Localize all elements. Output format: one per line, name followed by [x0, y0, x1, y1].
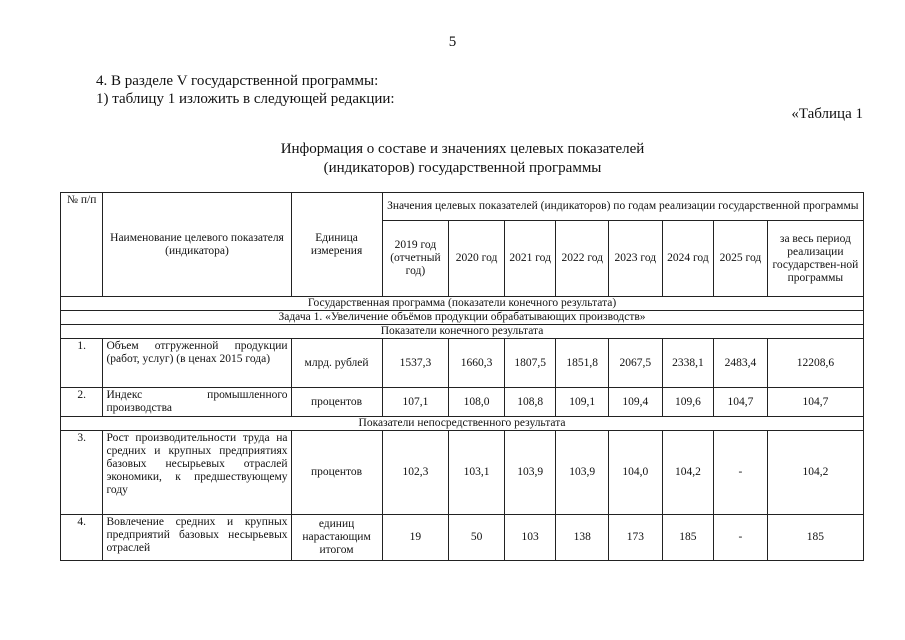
- row-value-2: 108,8: [504, 388, 556, 417]
- row-value-3: 138: [556, 515, 609, 561]
- table-row: [61, 515, 864, 561]
- header-year-5: 2024 год: [662, 221, 714, 297]
- row-value-6: -: [714, 515, 768, 561]
- header-year-6: 2025 год: [714, 221, 768, 297]
- table-row: [61, 388, 864, 417]
- section-row-final: [61, 325, 864, 339]
- row-value-7: 185: [767, 515, 863, 561]
- row-name: Индекс промышленного производства: [103, 388, 291, 417]
- header-unit: Единица измерения: [291, 193, 382, 297]
- row-value-3: 103,9: [556, 431, 609, 515]
- header-year-1: 2020 год: [449, 221, 505, 297]
- row-value-0: 107,1: [382, 388, 449, 417]
- row-value-0: 19: [382, 515, 449, 561]
- table-row: [61, 339, 864, 388]
- row-value-4: 104,0: [609, 431, 663, 515]
- header-name: Наименование целевого показателя (индикатора): [103, 193, 291, 297]
- table-row: [61, 431, 864, 515]
- row-num: 1.: [61, 339, 103, 388]
- row-num: 4.: [61, 515, 103, 561]
- row-value-5: 185: [662, 515, 714, 561]
- row-value-1: 108,0: [449, 388, 505, 417]
- header-num: № п/п: [61, 193, 103, 297]
- indicators-table: [60, 192, 864, 561]
- section-row-direct: [61, 417, 864, 431]
- header-year-4: 2023 год: [609, 221, 663, 297]
- row-value-6: 104,7: [714, 388, 768, 417]
- section-row-task1: [61, 311, 864, 325]
- header-year-3: 2022 год: [556, 221, 609, 297]
- row-unit: единиц нарастающим итогом: [291, 515, 382, 561]
- row-value-5: 2338,1: [662, 339, 714, 388]
- section-label: Показатели конечного результата: [61, 325, 864, 339]
- row-value-1: 103,1: [449, 431, 505, 515]
- row-unit: процентов: [291, 431, 382, 515]
- row-value-1: 50: [449, 515, 505, 561]
- intro-line-1: 4. В разделе V государственной программы:: [96, 73, 379, 89]
- row-value-7: 104,2: [767, 431, 863, 515]
- header-year-7: за весь период реализации государствен-ной программы: [767, 221, 863, 297]
- section-label: Государственная программа (показатели конечного результата): [61, 297, 864, 311]
- row-name: Вовлечение средних и крупных предприятий базовых несырьевых отраслей: [103, 515, 291, 561]
- row-value-2: 1807,5: [504, 339, 556, 388]
- header-row-1: [61, 193, 864, 221]
- row-value-5: 104,2: [662, 431, 714, 515]
- row-name: Рост производительности труда на средних и крупных предприятиях базовых несырьевых отраслей экономики, к предшествующему году: [103, 431, 291, 515]
- row-unit: процентов: [291, 388, 382, 417]
- table-caption: «Таблица 1: [791, 106, 863, 122]
- row-unit: млрд. рублей: [291, 339, 382, 388]
- row-value-0: 102,3: [382, 431, 449, 515]
- row-value-5: 109,6: [662, 388, 714, 417]
- row-name: Объем отгруженной продукции (работ, услуг) (в ценах 2015 года): [103, 339, 291, 388]
- row-value-6: 2483,4: [714, 339, 768, 388]
- section-label: Задача 1. «Увеличение объёмов продукции обрабатывающих производств»: [61, 311, 864, 325]
- section-label: Показатели непосредственного результата: [61, 417, 864, 431]
- row-value-4: 109,4: [609, 388, 663, 417]
- header-year-0: 2019 год (отчетный год): [382, 221, 449, 297]
- row-num: 2.: [61, 388, 103, 417]
- row-value-7: 12208,6: [767, 339, 863, 388]
- row-value-7: 104,7: [767, 388, 863, 417]
- table-body: [61, 193, 864, 561]
- row-value-4: 2067,5: [609, 339, 663, 388]
- title-line-1: Информация о составе и значениях целевых показателей: [280, 141, 645, 157]
- row-num: 3.: [61, 431, 103, 515]
- row-value-4: 173: [609, 515, 663, 561]
- row-value-2: 103: [504, 515, 556, 561]
- row-value-1: 1660,3: [449, 339, 505, 388]
- page-number: 5: [448, 34, 457, 50]
- title-line-2: (индикаторов) государственной программы: [323, 160, 602, 176]
- section-row-program: [61, 297, 864, 311]
- row-value-0: 1537,3: [382, 339, 449, 388]
- header-year-2: 2021 год: [504, 221, 556, 297]
- row-value-3: 109,1: [556, 388, 609, 417]
- header-values-group: Значения целевых показателей (индикаторов) по годам реализации государственной программы: [382, 193, 863, 221]
- row-value-6: -: [714, 431, 768, 515]
- intro-line-2: 1) таблицу 1 изложить в следующей редакции:: [96, 91, 395, 107]
- row-value-3: 1851,8: [556, 339, 609, 388]
- row-value-2: 103,9: [504, 431, 556, 515]
- document-title: [0, 140, 905, 178]
